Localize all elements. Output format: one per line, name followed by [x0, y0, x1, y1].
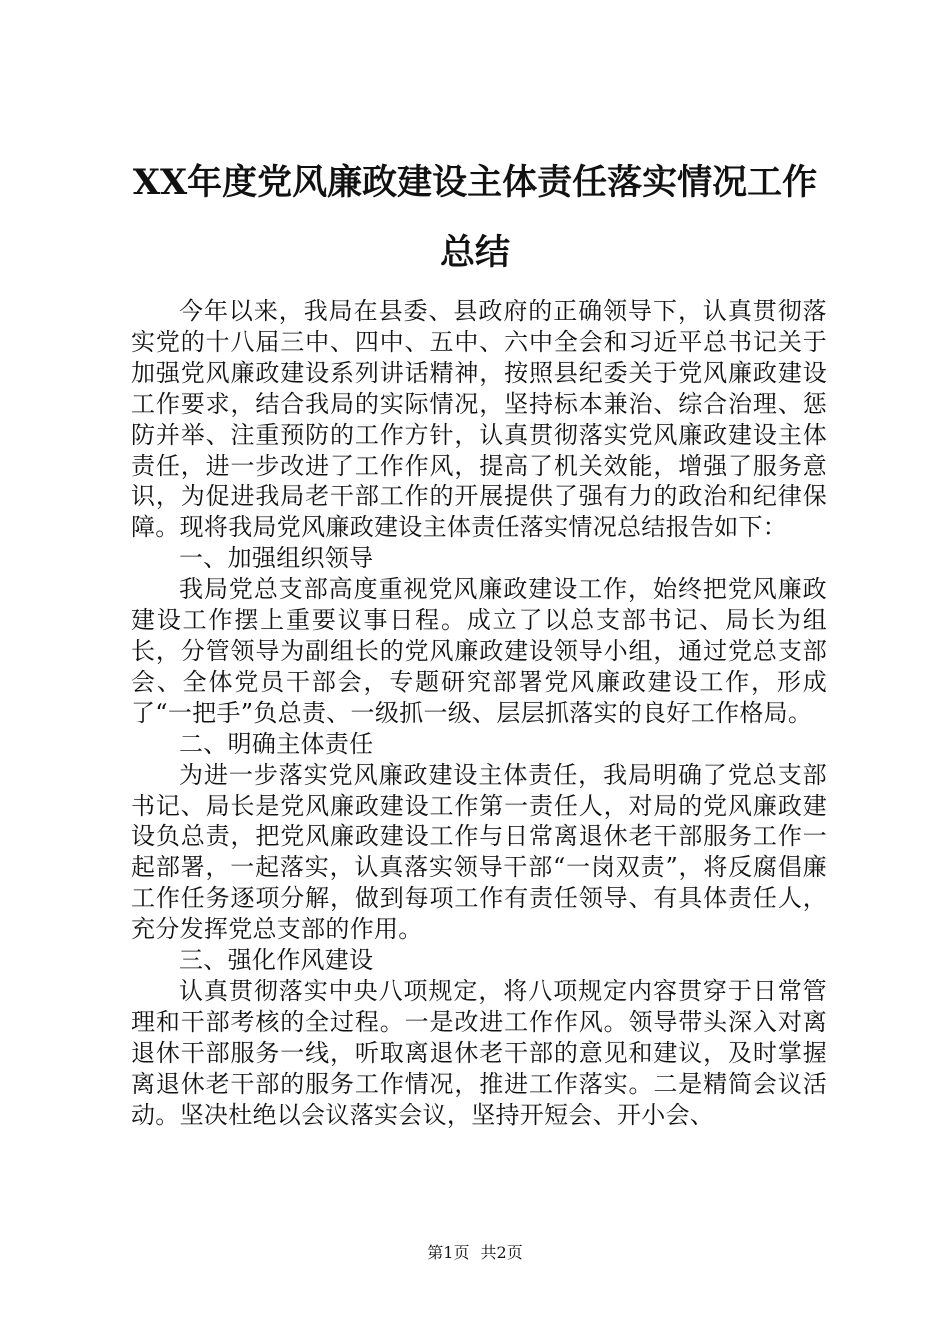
intro-paragraph: 今年以来，我局在县委、县政府的正确领导下，认真贯彻落实党的十八届三中、四中、五中、六中全会和习近平总书记关于加强党风廉政建设系列讲话精神，按照县纪委关于党风廉政建设工作要求，结合我局的实际情况，坚持标本兼治、综合治理、惩防并举、注重预防的工作方针，认真贯彻落实党风廉政建设主体责任，进一步改进了工作作风，提高了机关效能，增强了服务意识，为促进我局老干部工作的开展提供了强有力的政治和纪律保障。现将我局党风廉政建设主体责任落实情况总结报告如下：	[131, 297, 827, 542]
section-paragraph-3: 认真贯彻落实中央八项规定，将八项规定内容贯穿于日常管理和干部考核的全过程。一是改进工作作风。领导带头深入对离退休干部服务一线，听取离退休老干部的意见和建议，及时掌握离退休老干部的服务工作情况，推进工作落实。二是精简会议活动。坚决杜绝以会议落实会议，坚持开短会、开小会、	[131, 976, 827, 1129]
page-footer	[0, 1243, 950, 1263]
page-number: 第1页	[427, 1243, 470, 1262]
title-line-1: XX年度党风廉政建设主体责任落实情况工作	[132, 162, 818, 203]
document-title	[120, 148, 830, 288]
section-paragraph-1: 我局党总支部高度重视党风廉政建设工作，始终把党风廉政建设工作摆上重要议事日程。成立了以总支部书记、局长为组长，分管领导为副组长的党风廉政建设领导小组，通过党总支部会、全体党员干部会，专题研究部署党风廉政建设工作，形成了“一把手”负总责、一级抓一级、层层抓落实的良好工作格局。	[131, 575, 827, 727]
document-body	[131, 296, 827, 1130]
title-line-2: 总结	[439, 232, 510, 273]
section-heading-3: 三、强化作风建设	[179, 946, 374, 975]
page-total: 共2页	[480, 1243, 523, 1262]
section-paragraph-2: 为进一步落实党风廉政建设主体责任，我局明确了党总支部书记、局长是党风廉政建设工作第一责任人，对局的党风廉政建设负总责，把党风廉政建设工作与日常离退休老干部服务工作一起部署，一起落实，认真落实领导干部“一岗双责”，将反腐倡廉工作任务逐项分解，做到每项工作有责任领导、有具体责任人，充分发挥党总支部的作用。	[131, 760, 827, 944]
section-heading-2: 二、明确主体责任	[179, 729, 374, 758]
section-heading-1: 一、加强组织领导	[179, 544, 374, 573]
